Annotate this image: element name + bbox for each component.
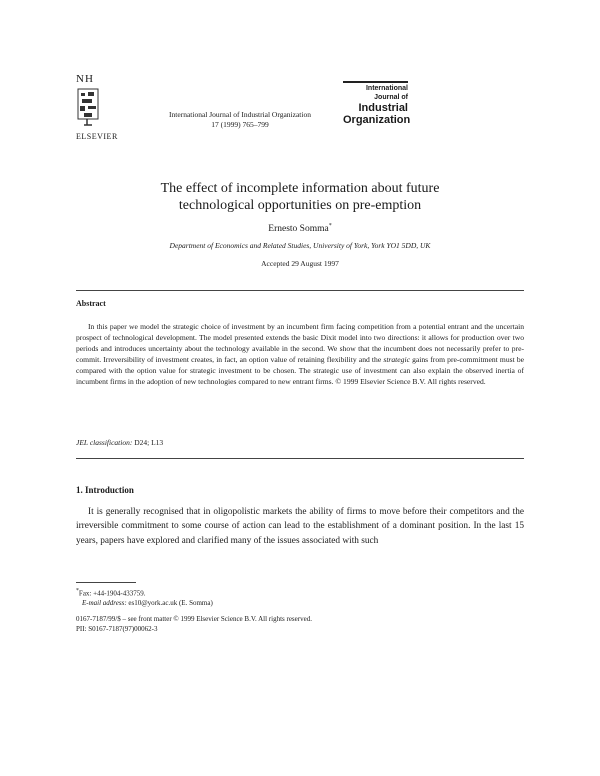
journal-logo-line2: Industrial: [358, 102, 408, 114]
journal-name: International Journal of Industrial Organization: [169, 110, 311, 119]
email-label: E-mail address:: [82, 599, 127, 608]
author-footnote-mark: *: [328, 223, 332, 229]
article-title: [80, 180, 520, 214]
journal-logo: [343, 81, 411, 126]
footnote-rule: [76, 582, 136, 583]
email-value: es10@york.ac.uk (E. Somma): [126, 599, 213, 608]
author-line: [200, 223, 400, 234]
section-heading: 1. Introduction: [76, 485, 134, 495]
title-line-2: technological opportunities on pre-emption: [178, 198, 422, 213]
abstract-text-part2: gains from pre-commitment must be compared with the option value for strategic investment to be chosen. The strategic use of investment can also explain the observed inertia of incumbent firms in the adoption of new technologies compared to new entrant firms. © 1999 Elsevier Science B.V. All rights reserved.: [76, 355, 524, 387]
publisher-glyphs: NH: [76, 73, 94, 85]
jel-classification: [76, 438, 163, 447]
elsevier-tree-icon: [76, 87, 100, 127]
abstract-bottom-rule: [76, 458, 524, 459]
abstract-text: [76, 321, 524, 388]
jel-codes: D24; L13: [132, 438, 164, 447]
journal-citation: [150, 110, 330, 130]
footnote-email: [76, 598, 524, 608]
abstract-heading: Abstract: [76, 299, 106, 308]
copyright-block: [76, 614, 524, 634]
affiliation: Department of Economics and Related Studies, University of York, York YO1 5DD, UK: [169, 241, 431, 250]
publisher-logo: [76, 73, 118, 141]
footnote: [76, 582, 524, 608]
abstract-top-rule: [76, 290, 524, 291]
publisher-name: ELSEVIER: [76, 132, 118, 141]
section-body-text: It is generally recognised that in oligopolistic markets the ability of firms to move before their competitors and the irreversible commitment to some course of action can lead to the establishment of a dominant position. In the last 15 years, papers have explored and clarified many of the issues associated with such: [76, 507, 524, 546]
copyright-line1: 0167-7187/99/$ – see front matter © 1999 Elsevier Science B.V. All rights reserved.: [76, 615, 312, 623]
footnote-mark: *: [76, 588, 79, 594]
accepted-date: Accepted 29 August 1997: [261, 259, 339, 268]
volume-info: 17 (1999) 765–799: [211, 120, 269, 129]
author-name: Ernesto Somma: [268, 224, 329, 235]
footnote-fax-text: Fax: +44-1904-433759.: [78, 589, 146, 598]
journal-logo-line3: Organization: [343, 114, 411, 126]
footnote-fax: [76, 586, 524, 598]
jel-label: JEL classification:: [76, 438, 133, 447]
journal-logo-line1: International Journal of: [365, 85, 408, 101]
copyright-pii: PII: S0167-7187(97)00062-3: [76, 625, 158, 633]
abstract-text-emphasis: strategic: [383, 355, 410, 365]
abstract-text-part1: In this paper we model the strategic choice of investment by an incumbent firm facing competition from a potential entrant and the uncertain prospect of technological development. The model presented extends the basic Dixit model into two directions: it allows for production over two periods and introduces uncertainty about the technology available in the second. We show that the incumbent does not necessarily prefer to pre-commit. Irreversibility of investment creates, in fact, an option value of retaining flexibility and the: [76, 322, 524, 365]
title-line-1: The effect of incomplete information about future: [160, 181, 440, 196]
